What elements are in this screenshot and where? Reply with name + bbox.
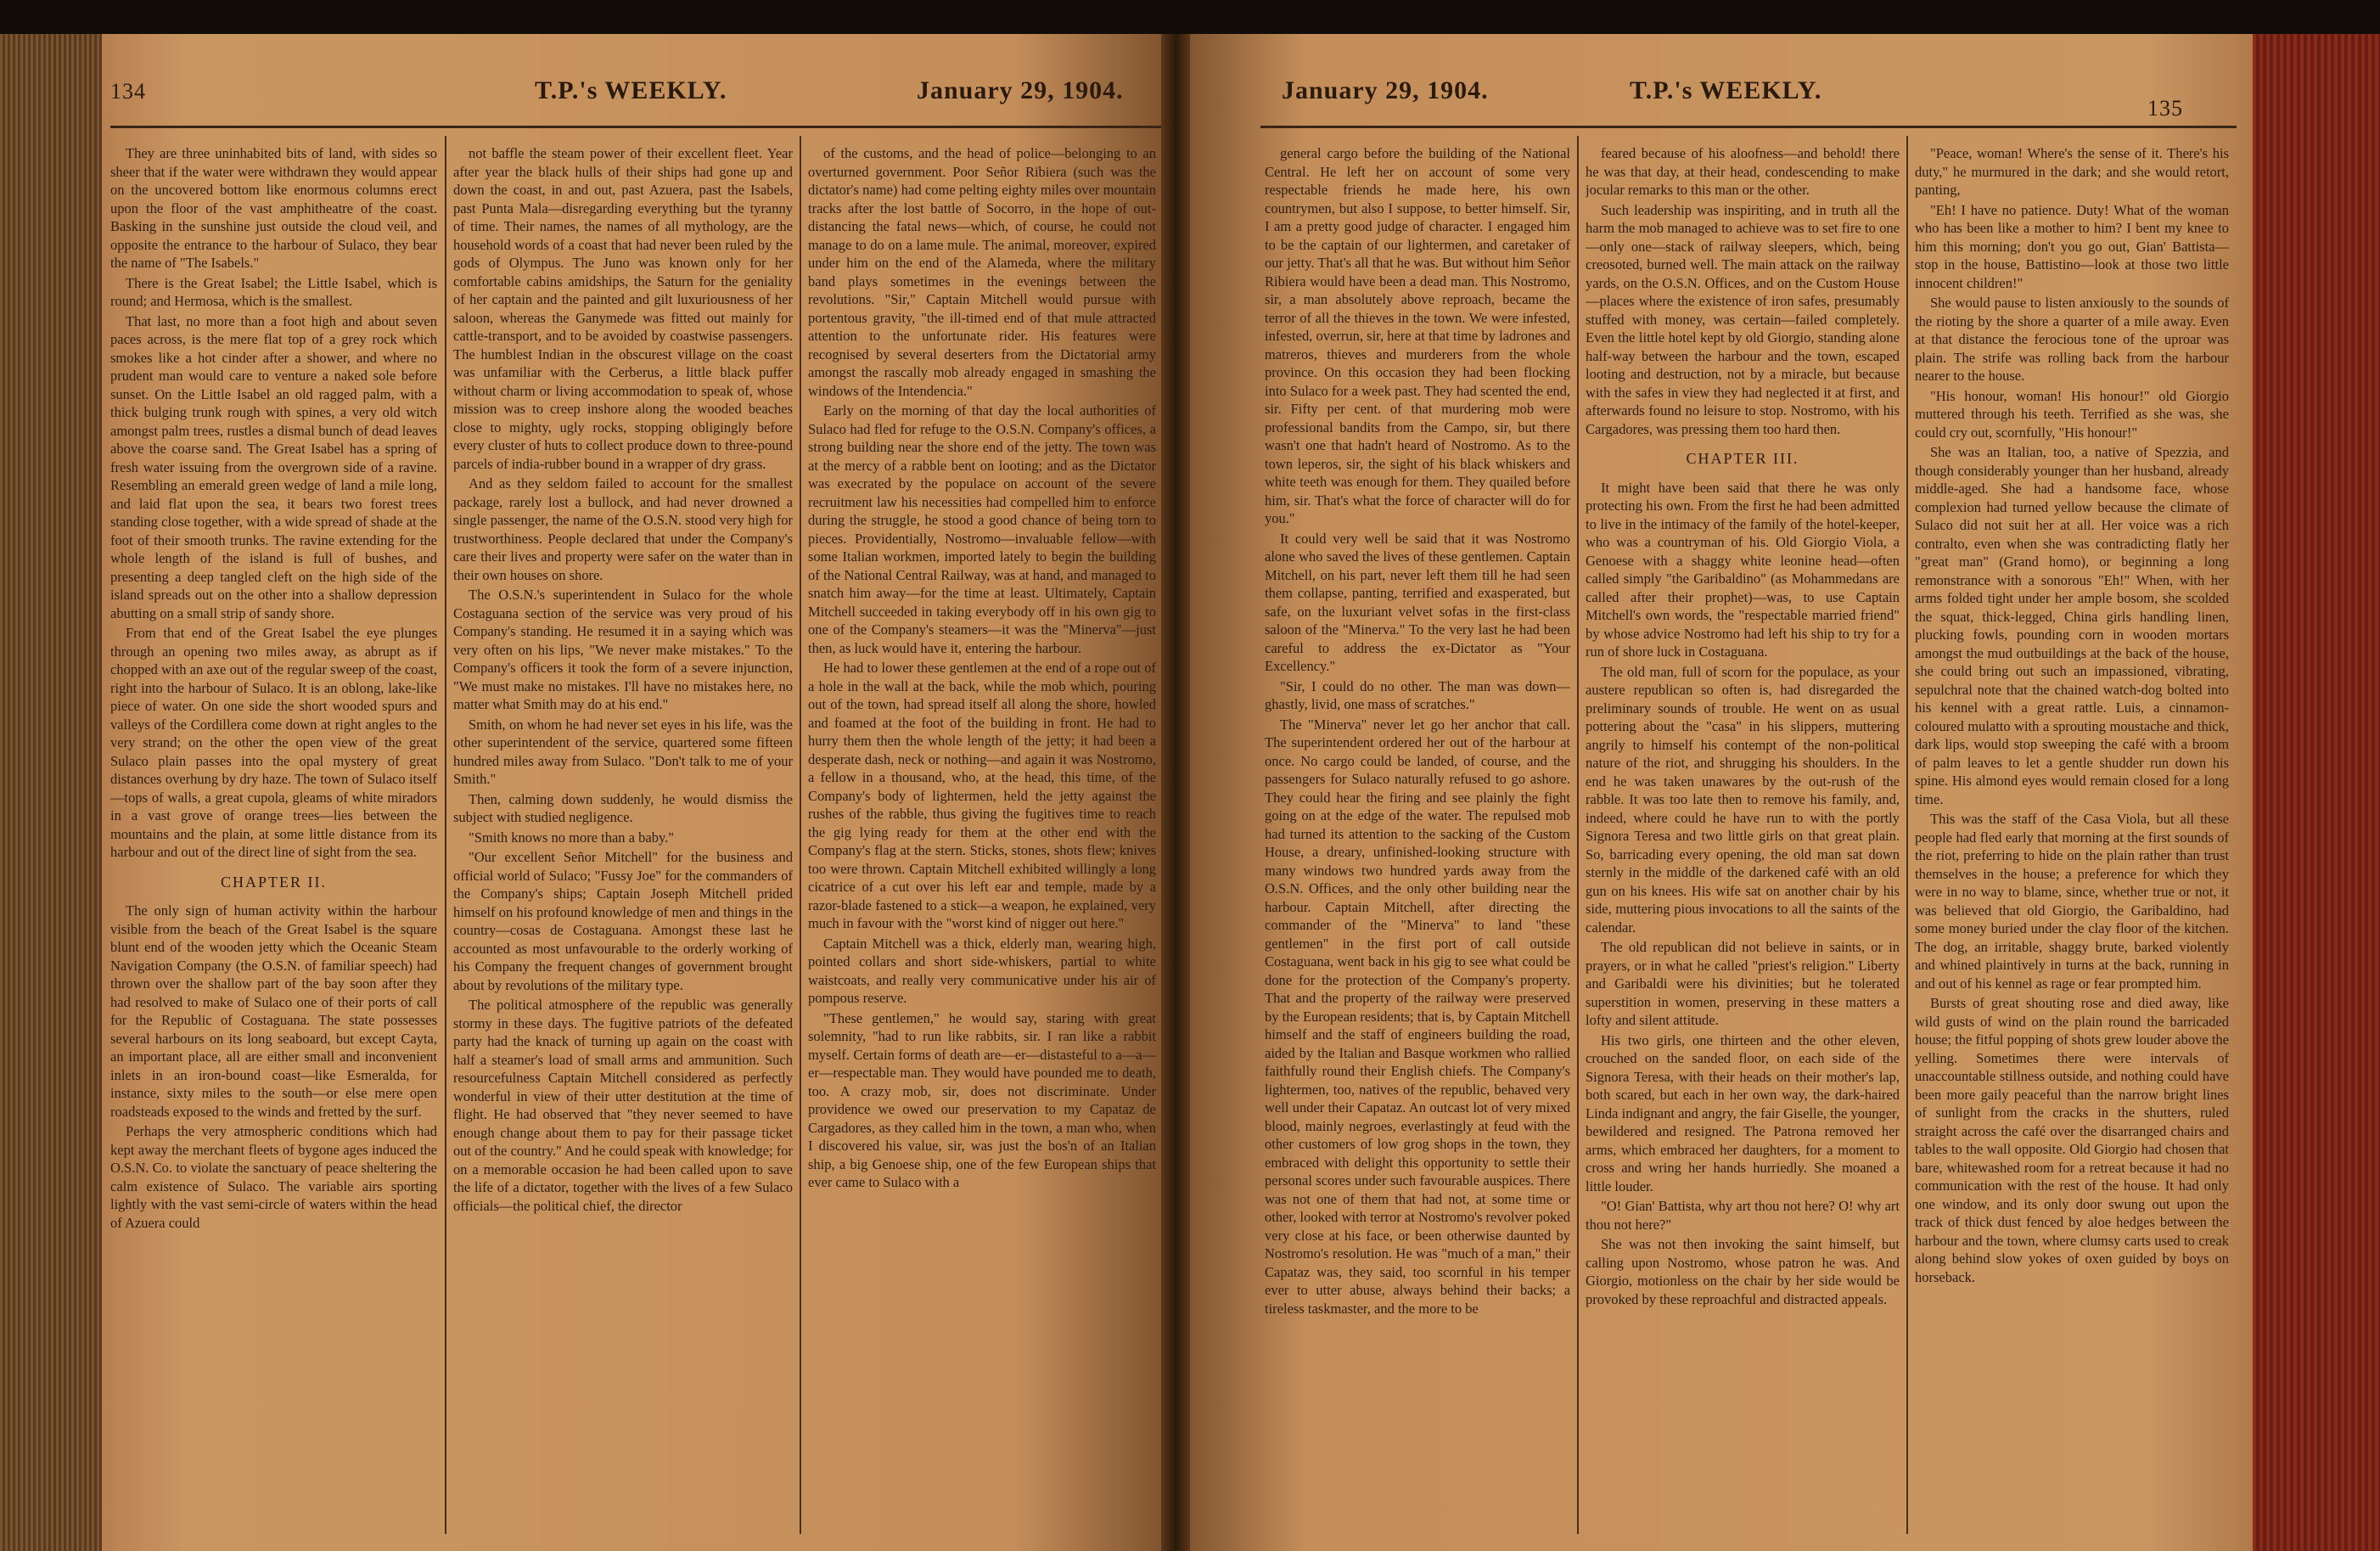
paragraph-group	[453, 144, 793, 1215]
paragraph: It might have been said that there he was only protecting his own. From the first he had been admitted to live in the intimacy of the family of the hotel-keeper, who was a countryman of his. Old Giorgio Viola, a Genoese with a shaggy white leonine head—often called simply "the Garibaldino" (as Mohammedans are called after their prophet)—was, to use Captain Mitchell's own words, the "respectable married friend" by whose advice Nostromo had left his ship to try for a run of shore luck in Costaguana.	[1586, 479, 1900, 660]
column-divider	[445, 136, 446, 1534]
paragraph: Early on the morning of that day the local authorities of Sulaco had fled for refuge to the O.S.N. Company's offices, a strong building near the shore end of the jetty. The town was at the mercy of a rabble bent on looting; and as the Dictator was execrated by the populace on account of the severe recruitment law his necessities had compelled him to enforce during the struggle, he stood a good chance of being torn to pieces. Providentially, Nostromo—invaluable fellow—with some Italian workmen, imported lately to begin the building of the National Central Railway, was at hand, and managed to snatch him away—for the time at least. Ultimately, Captain Mitchell succeeded in taking everybody off in his own gig to one of the Company's steamers—it was the "Minerva"—just then, as luck would have it, entering the harbour.	[808, 402, 1156, 656]
paragraph: Bursts of great shouting rose and died away, like wild gusts of wind on the plain round the barricaded house; the fitful popping of shots grew louder above the yelling. Sometimes there were intervals of unaccountable stillness outside, and nothing could have been more gaily peaceful than the narrow bright lines of sunlight from the cracks in the shutters, ruled straight across the café over the disarranged chairs and tables to the wall opposite. Old Giorgio had chosen that bare, whitewashed room for a retreat because it had no communication with the rest of the house. It had only one window, and its only door swung out upon the track of thick dust fenced by aloe hedges between the harbour and the town, where clumsy carts used to creak along behind slow yokes of oxen guided by boys on horseback.	[1915, 995, 2229, 1285]
paragraph: The old man, full of scorn for the populace, as your austere republican so often is, had disregarded the preliminary sounds of trouble. He went on as usual pottering about the "casa" in his slippers, muttering angrily to himself his contempt of the non-political nature of the riot, and shrugging his shoulders. In the end he was taken unawares by the out-rush of the rabble. It was too late then to remove his family, and, indeed, where could he have run to with the portly Signora Teresa and two little girls on that great plain. So, barricading every opening, the old man sat down sternly in the middle of the darkened café with an old gun on his knees. His wife sat on another chair by his side, muttering pious invocations to all the saints of the calendar.	[1586, 663, 1900, 936]
left-column-2	[453, 144, 793, 1543]
paragraph: "These gentlemen," he would say, staring with great solemnity, "had to run like rabbits, sir. I ran like a rabbit myself. Certain forms of death are—er—distasteful to a—a—er—respectable man. They would have pounded me to death, too. A crazy mob, sir, does not discriminate. Under providence we owed our preservation to my Capataz de Cargadores, as they called him in the town, a man who, when I discovered his value, sir, was just the bos'n of an Italian ship, a big Genoese ship, one of the few European ships that ever came to Sulaco with a	[808, 1009, 1156, 1190]
paragraph: The "Minerva" never let go her anchor that call. The superintendent ordered her out of the harbour at once. No cargo could be landed, of course, and the passengers for Sulaco naturally refused to go ashore. They could hear the firing and see plainly the fight going on at the edge of the water. The repulsed mob had turned its attention to the sacking of the Custom House, a dreary, unfinished-looking structure with many windows two hundred yards away from the O.S.N. Offices, and the only other building near the harbour. Captain Mitchell, after directing the commander of the "Minerva" to land "these gentlemen" in the first port of call outside Costaguana, went back in his gig to see what could be done for the protection of the Company's property. That and the property of the railway were preserved by the European residents; that is, by Captain Mitchell himself and the staff of engineers building the road, aided by the Italian and Basque workmen who rallied faithfully round their English chiefs. The Company's lightermen, too, natives of the republic, behaved very well under their Capataz. An outcast lot of very mixed blood, mainly negroes, everlastingly at feud with the other customers of low grog shops in the town, they embraced with delight this opportunity to settle their personal scores under such favourable auspices. There was not one of them that had not, at some time or other, looked with terror at Nostromo's revolver poked very close at his face, or been otherwise daunted by Nostromo's resolution. He was "much of a man," their Capataz was, they said, too scornful in his temper ever to utter abuse, always behind their backs; a tireless taskmaster, and the more to be	[1265, 716, 1570, 1317]
paragraph: "O! Gian' Battista, why art thou not here? O! why art thou not here?"	[1586, 1198, 1900, 1233]
column-divider	[800, 136, 801, 1534]
right-folio: 135	[2147, 96, 2183, 121]
right-binding-edge	[2253, 34, 2380, 1551]
book-gutter	[1161, 34, 1190, 1551]
paragraph: This was the staff of the Casa Viola, but all these people had fled early that morning at the first sounds of the riot, preferring to hide on the plain rather than trust themselves in the house; a preference for which they were in no way to blame, since, whether true or not, it was believed that old Giorgio, the Garibaldino, had some money buried under the clay floor of the kitchen. The dog, an irritable, shaggy brute, barked violently and whined plaintively in turns at the back, running in and out of his kennel as rage or fear prompted him.	[1915, 811, 2229, 992]
paragraph: Smith, on whom he had never set eyes in his life, was the other superintendent of the service, quartered some fifteen hundred miles away from Sulaco. "Don't talk to me of your Smith."	[453, 716, 793, 787]
left-header-rule	[110, 126, 1163, 128]
paragraph: Such leadership was inspiriting, and in truth all the harm the mob managed to achieve was to set fire to one—only one—stack of railway sleepers, which, being creosoted, burned well. The main attack on the railway yards, on the O.S.N. Offices, and on the Custom House—places where the existence of iron safes, presumably stuffed with money, was certain—failed completely. Even the little hotel kept by old Giorgio, standing alone half-way between the harbour and the town, escaped looting and destruction, not by a miracle, but because with the safes in view they had neglected it at first, and afterwards found no leisure to stop. Nostromo, with his Cargadores, was pressing them too hard then.	[1586, 201, 1900, 437]
right-page	[1176, 34, 2253, 1551]
paragraph-group	[110, 902, 437, 1232]
paragraph: "Our excellent Señor Mitchell" for the business and official world of Sulaco; "Fussy Joe" for the commanders of the Company's ships; Captain Joseph Mitchell prided himself on his profound knowledge of men and things in the country—cosas de Costaguana. Amongst these last he accounted as most unfavourable to the orderly working of his Company the frequent changes of government brought about by revolutions of the military type.	[453, 849, 793, 993]
paragraph: The only sign of human activity within the harbour visible from the beach of the Great Isabel is the square blunt end of the wooden jetty which the Oceanic Steam Navigation Company (the O.S.N. of familiar speech) had thrown over the shallow part of the bay soon after they had resolved to make of Sulaco one of their ports of call for the Republic of Costaguana. The state possesses several harbours on its long seaboard, but except Cayta, an important place, all are either small and inconvenient inlets in an iron-bound coast—like Esmeralda, for instance, sixty miles to the south—or else mere open roadsteads exposed to the winds and fretted by the surf.	[110, 902, 437, 1120]
paragraph: The political atmosphere of the republic was generally stormy in these days. The fugitive patriots of the defeated party had the knack of turning up again on the coast with half a steamer's load of small arms and ammunition. Such resourcefulness Captain Mitchell considered as perfectly wonderful in view of their utter destitution at the time of flight. He had observed that "they never seemed to have enough change about them to pay for their passage ticket out of the country." And he could speak with knowledge; for on a memorable occasion he had been called upon to save the life of a dictator, together with the lives of a few Sulaco officials—the political chief, the director	[453, 997, 793, 1214]
paragraph: The O.S.N.'s superintendent in Sulaco for the whole Costaguana section of the service was very proud of his Company's standing. He resumed it in a saying which was very often on his lips, "We never make mistakes." To the Company's officers it took the form of a severe injunction, "We must make no mistakes. I'll have no mistakes here, no matter what Smith may do at his end."	[453, 587, 793, 712]
right-column-1	[1265, 144, 1570, 1543]
paragraph-group	[1586, 479, 1900, 1309]
right-column-2	[1586, 144, 1900, 1543]
paragraph: She would pause to listen anxiously to the sounds of the rioting by the shore a quarter of a mile away. Even at that distance the ferocious tone of the uproar was plain. The strife was rolling back from the harbour nearer to the house.	[1915, 295, 2229, 384]
left-date: January 29, 1904.	[917, 76, 1124, 104]
paragraph: They are three uninhabited bits of land, with sides so sheer that if the water were withdrawn they would appear on the uncovered bottom like enormous columns erect upon the floor of the vast amphitheatre of the coast. Basking in the sunshine just outside the cloud veil, and opposite the entrance to the harbour of Sulaco, they bear the name of "The Isabels."	[110, 145, 437, 271]
right-header-rule	[1260, 126, 2237, 128]
left-folio: 134	[110, 79, 146, 104]
paragraph: "His honour, woman! His honour!" old Giorgio muttered through his teeth. Terrified as she was, she could cry out, scornfully, "His honour!"	[1915, 387, 2229, 441]
right-column-3	[1915, 144, 2229, 1543]
right-running-title: T.P.'s WEEKLY.	[1630, 76, 1822, 104]
paragraph: It could very well be said that it was Nostromo alone who saved the lives of these gentlemen. Captain Mitchell, on his part, never left them till he had seen them collapse, panting, terrified and exasperated, but safe, on the luxuriant velvet sofas in the first-class saloon of the "Minerva." To the very last he had been careful to address the ex-Dictator as "Your Excellency."	[1265, 530, 1570, 674]
paragraph-group	[1915, 144, 2229, 1286]
paragraph: She was an Italian, too, a native of Spezzia, and though considerably younger than her husband, already middle-aged. She had a handsome face, whose complexion had turned yellow because the climate of Sulaco did not suit her at all. Her voice was a rich contralto, even when she was contradicting flatly her "great man" (Grand homo), or beginning a long remonstrance with a sonorous "Eh!" When, with her arms folded tight under her ample bosom, she scolded the squat, thick-legged, China girls handling linen, plucking fowls, pounding corn in wooden mortars amongst the mud outbuildings at the back of the house, she could bring out such an impassioned, vibrating, sepulchral note that the chained watch-dog bolted into his kennel with a great rattle. Luis, a cinnamon-coloured mulatto with a sprouting moustache and thick, dark lips, would stop sweeping the café with a broom of palm leaves to let a gentle shudder run down his spine. His almond eyes would remain closed for a long time.	[1915, 444, 2229, 807]
paragraph-group	[808, 144, 1156, 1192]
paragraph: She was not then invoking the saint himself, but calling upon Nostromo, whose patron he was. And Giorgio, motionless on the chair by her side would be provoked by these reproachful and distracted appeals.	[1586, 1236, 1900, 1307]
left-column-1	[110, 144, 437, 1543]
paragraph: His two girls, one thirteen and the other eleven, crouched on the sanded floor, on each side of the Signora Teresa, with their heads on their mother's lap, both scared, but each in her own way, the dark-haired Linda indignant and angry, the fair Giselle, the younger, bewildered and resigned. The Patrona removed her arms, which embraced her daughters, for a moment to cross and wring her hands hurriedly. She moaned a little louder.	[1586, 1031, 1900, 1194]
paragraph: "Sir, I could do no other. The man was down—ghastly, livid, one mass of scratches."	[1265, 677, 1570, 712]
left-page-edges	[0, 34, 105, 1551]
chapter-heading: CHAPTER III.	[1686, 450, 1799, 467]
paragraph: feared because of his aloofness—and behold! there he was that day, at their head, condescending to make jocular remarks to this man or the other.	[1586, 145, 1900, 198]
paragraph: "Eh! I have no patience. Duty! What of the woman who has been like a mother to him? I bent my knee to him this morning; don't you go out, Gian' Battista—stop in the house, Battistino—look at those two little innocent children!"	[1915, 201, 2229, 291]
paragraph: Captain Mitchell was a thick, elderly man, wearing high, pointed collars and short side-whiskers, partial to white waistcoats, and really very communicative under his air of pompous reserve.	[808, 935, 1156, 1006]
paragraph: not baffle the steam power of their excellent fleet. Year after year the black hulls of their ships had gone up and down the coast, in and out, past Azuera, past the Isabels, past Punta Mala—disregarding everything but the tyranny of time. Their names, the names of all mythology, are the household words of a coast that had never been ruled by the gods of Olympus. The Juno was known only for her comfortable cabins amidships, the Saturn for the geniality of her captain and the painted and gilt luxuriousness of her saloon, whereas the Ganymede was fitted out mainly for cattle-transport, and to be avoided by coastwise passengers. The humblest Indian in the obscurest village on the coast was unfamiliar with the Cerberus, a little black puffer without charm or living accommodation to speak of, whose mission was to creep inshore along the wooded beaches close to mighty, ugly rocks, stopping obligingly before every cluster of huts to collect produce down to three-pound parcels of india-rubber bound in a wrapper of dry grass.	[453, 145, 793, 472]
paragraph: The old republican did not believe in saints, or in prayers, or in what he called "priest's religion." Liberty and Garibaldi were his divinities; but he tolerated superstition in women, preserving in these matters a lofty and silent attitude.	[1586, 939, 1900, 1028]
paragraph: of the customs, and the head of police—belonging to an overturned government. Poor Señor Ribiera (such was the dictator's name) had come pelting eighty miles over mountain tracks after the lost battle of Socorro, in the hope of out-distancing the fatal news—which, of course, he could not manage to do on a lame mule. The animal, moreover, expired under him on the end of the Alameda, where the military band plays sometimes in the evenings between the revolutions. "Sir," Captain Mitchell would pursue with portentous gravity, "the ill-timed end of that mule attracted attention to the unfortunate rider. His features were recognised by several deserters from the Dictatorial army amongst the rascally mob already engaged in smashing the windows of the Intendencia."	[808, 145, 1156, 399]
left-running-title: T.P.'s WEEKLY.	[535, 76, 727, 104]
paragraph: Perhaps the very atmospheric conditions which had kept away the merchant fleets of bygone ages induced the O.S.N. Co. to violate the sanctuary of peace sheltering the calm existence of Sulaco. The variable airs sporting lightly with the vast semi-circle of waters within the head of Azuera could	[110, 1123, 437, 1231]
paragraph: That last, no more than a foot high and about seven paces across, is the mere flat top of a grey rock which smokes like a hot cinder after a shower, and where no prudent man would care to venture a naked sole before sunset. On the Little Isabel an old ragged palm, with a thick bulging trunk rough with spines, a very old witch amongst palm trees, rustles a dismal bunch of dead leaves above the coarse sand. The Great Isabel has a spring of fresh water issuing from the overgrown side of a ravine. Resembling an emerald green wedge of land a mile long, and laid flat upon the sea, it bears two forest trees standing close together, with a wide spread of shade at the foot of their smooth trunks. The ravine extending for the whole length of the island is full of bushes, and presenting a deep tangled cleft on the high side of the island spreads out on the other into a shallow depression abutting on a small strip of sandy shore.	[110, 312, 437, 621]
column-divider	[1906, 136, 1908, 1534]
chapter-heading: CHAPTER II.	[221, 873, 327, 891]
paragraph-group	[1265, 144, 1570, 1318]
paragraph: Then, calming down suddenly, he would dismiss the subject with studied negligence.	[453, 790, 793, 825]
paragraph: There is the Great Isabel; the Little Isabel, which is round; and Hermosa, which is the smallest.	[110, 274, 437, 309]
right-date: January 29, 1904.	[1282, 76, 1489, 104]
paragraph: general cargo before the building of the National Central. He left her on account of some very respectable friends he made here, his own countrymen, but also I suppose, to better himself. Sir, I am a pretty good judge of character. I engaged him to be the captain of our lightermen, and caretaker of our jetty. That's all that he was. But without him Señor Ribiera would have been a dead man. This Nostromo, sir, a man absolutely above reproach, became the terror of all the thieves in the town. We were infested, infested, overrun, sir, here at that time by ladrones and matreros, thieves and murderers from the whole province. On this occasion they had been flocking into Sulaco for a week past. They had scented the end, sir. Fifty per cent. of that murdering mob were professional bandits from the Campo, sir, but there wasn't one that hadn't heard of Nostromo. As to the town leperos, sir, the sight of his black whiskers and white teeth was enough for them. They quailed before him, sir. That's what the force of character will do for you."	[1265, 145, 1570, 526]
paragraph: And as they seldom failed to account for the smallest package, rarely lost a bullock, and had never drowned a single passenger, the name of the O.S.N. stood very high for trustworthiness. People declared that under the Company's care their lives and property were safer on the water than in their own houses on shore.	[453, 475, 793, 583]
left-page	[102, 34, 1176, 1551]
paragraph-group	[110, 144, 437, 862]
paragraph: From that end of the Great Isabel the eye plunges through an opening two miles away, as abrupt as if chopped with an axe out of the regular sweep of the coast, right into the harbour of Sulaco. It is an oblong, lake-like piece of water. On one side the short wooded spurs and valleys of the Cordillera come down at right angles to the very strand; on the other the open view of the great Sulaco plain passes into the opal mystery of great distances overhung by dry haze. The town of Sulaco itself—tops of walls, a great cupola, gleams of white miradors in a vast grove of orange trees—lies between the mountains and the plain, at some little distance from its harbour and out of the direct line of sight from the sea.	[110, 625, 437, 860]
column-divider	[1577, 136, 1579, 1534]
paragraph: "Smith knows no more than a baby."	[469, 829, 674, 846]
left-column-3	[808, 144, 1156, 1543]
paragraph: He had to lower these gentlemen at the end of a rope out of a hole in the wall at the back, while the mob which, pouring out of the town, had spread itself all along the shore, howled and foamed at the foot of the building in front. He had to hurry them then the whole length of the jetty; it had been a desperate dash, neck or nothing—and again it was Nostromo, a fellow in a thousand, who, at the head, this time, of the Company's body of lightermen, held the jetty against the rushes of the rabble, thus giving the fugitives time to reach the gig lying ready for them at the other end with the Company's flag at the stern. Sticks, stones, shots flew; knives too were thrown. Captain Mitchell exhibited willingly a long cicatrice of a cut over his left ear and temple, made by a razor-blade fastened to a stick—a weapon, he explained, very much in favour with the "worst kind of nigger out here."	[808, 660, 1156, 931]
paragraph-group	[1586, 144, 1900, 438]
paragraph: "Peace, woman! Where's the sense of it. There's his duty," he murmured in the dark; and she would retort, panting,	[1915, 145, 2229, 198]
